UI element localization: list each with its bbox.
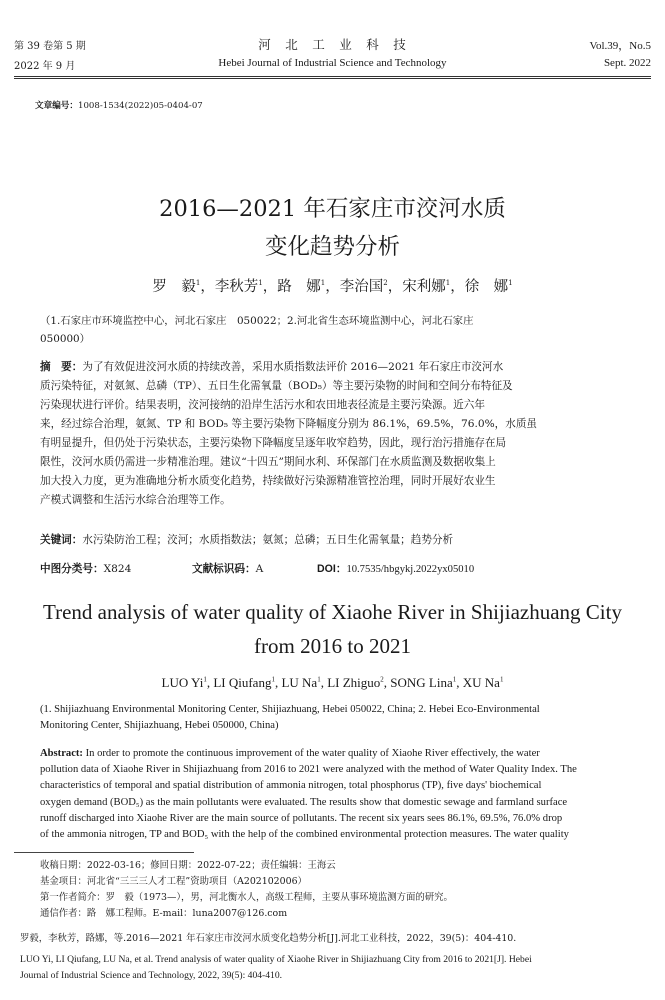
footnote-first-author: 第一作者简介：罗 毅（1973—），男，河北衡水人，高级工程师，主要从事环境监测方面的研究。: [40, 892, 453, 903]
affiliations-cn-line2: 050000）: [40, 333, 91, 345]
doi-label: DOI：: [317, 563, 347, 575]
author-en-affiliation-marker: 1: [203, 675, 207, 684]
author-en-name: LI Qiufang: [213, 675, 272, 690]
clc-value: X824: [103, 563, 132, 575]
document-code: [192, 561, 263, 576]
abstract-cn-line: 限性，洨河水质仍需进一步精准治理。建议“十四五”期间水利、环保部门在水质监测及数据收集上: [40, 456, 496, 468]
authors-cn: 罗 毅$^1$，李秋芳$^1$，路 娜$^1$，李治国$^2$，宋利娜$^1$，徐 娜$^1$: [152, 279, 513, 295]
abstract-en-line: oxygen demand (BOD₅) as the main pollutants were evaluated. The results show that domestic sewage and farmland surface: [40, 796, 568, 808]
clc-number: [40, 561, 131, 576]
author-cn-affiliation-marker: 1: [320, 279, 326, 288]
abstract-cn-line: 为了有效促进洨河水质的持续改善，采用水质指数法评价 2016—2021 年石家庄市洨河水: [82, 361, 504, 373]
affiliations-cn-line1: （1.石家庄市环境监控中心，河北石家庄 050022；2.河北省生态环境监测中心，河北石家庄: [40, 315, 474, 327]
author-en-name: LUO Yi: [161, 675, 204, 690]
author-cn-affiliation-marker: 2: [383, 279, 388, 288]
article-number-label: 文章编号：: [35, 101, 78, 111]
abstract-cn-line: 质污染特征，对氨氮、总磷（TP）、五日生化需氧量（BOD₅）等主要污染物的时间和空间分布特征及: [40, 380, 513, 392]
author-cn-name: 徐 娜: [464, 279, 509, 295]
abstract-en-line: pollution data of Xiaohe River in Shijiazhuang from 2016 to 2021 were analyzed with the method of Water Quality Index. The: [40, 764, 577, 776]
author-cn-name: 路 娜: [277, 279, 321, 295]
author-en-affiliation-marker: 1: [271, 675, 275, 684]
author-cn-affiliation-marker: 1: [445, 279, 451, 288]
header-journal-en: Hebei Journal of Industrial Science and Technology: [218, 57, 447, 69]
affiliations-cn: [40, 312, 474, 348]
author-en-name: LI Zhiguo: [327, 675, 381, 690]
header-date-en: Sept. 2022: [603, 57, 651, 69]
footnote-rule: [14, 852, 194, 853]
abstract-en-line: runoff discharged into Xiaohe River are the main source of pollutants. The recent six years sees 86.1%, 69.5%, 76.0% drop: [40, 812, 563, 824]
author-cn-affiliation-marker: 1: [508, 279, 513, 288]
author-en-name: XU Na: [462, 675, 500, 690]
citation-cn: 罗毅，李秋芳，路娜，等.2016—2021 年石家庄市洨河水质变化趋势分析[J].河北工业科技，2022，39(5)：404-410.: [20, 933, 517, 944]
clc-label: 中图分类号：: [40, 563, 104, 575]
authors-en: LUO Yi$^1$, LI Qiufang$^1$, LU Na$^1$, LI Zhiguo$^2$, SONG Lina$^1$, XU Na$^1$: [161, 675, 504, 690]
title-cn-line1: 2016—2021 年石家庄市洨河水质: [159, 196, 506, 222]
keywords-cn: [40, 532, 453, 547]
header-volume-en: Vol.39，No.5: [589, 40, 651, 52]
citation: [20, 931, 645, 984]
article-number: [35, 99, 203, 111]
title-en-line2: from 2016 to 2021: [254, 634, 411, 658]
document-code-label: 文献标识码：: [192, 563, 256, 575]
abstract-en-line: In order to promote the continuous improvement of the water quality of Xiaohe River effectively, the water: [82, 748, 540, 759]
affiliations-en-line2: Monitoring Center, Shijiazhuang, Hebei 050000, China): [40, 720, 279, 731]
footnote-fund: 基金项目：河北省“三三三人才工程”资助项目（A202102006）: [40, 876, 307, 887]
author-en-name: SONG Lina: [390, 675, 453, 690]
footnote-corresponding: 通信作者：路 娜工程师。E-mail：luna2007@126.com: [40, 908, 288, 919]
citation-en-line2: Journal of Industrial Science and Technology, 2022, 39(5): 404-410.: [20, 970, 283, 981]
header-journal-cn: 河 北 工 业 科 技: [258, 37, 407, 52]
keywords-cn-label: 关键词：: [40, 534, 83, 546]
doi: [317, 561, 474, 576]
author-en-affiliation-marker: 1: [499, 675, 504, 684]
author-en-affiliation-marker: 1: [317, 675, 321, 684]
affiliations-en: [40, 702, 540, 734]
title-cn-line2: 变化趋势分析: [264, 234, 400, 260]
header-date-cn: 2022 年 9 月: [14, 61, 76, 72]
author-cn-name: 李治国: [339, 279, 384, 295]
header-volume-cn: 第 39 卷第 5 期: [14, 41, 86, 52]
abstract-cn-line: 来，经过综合治理，氨氮、TP 和 BOD₅ 等主要污染物下降幅度分别为 86.1%，69.5%，76.0%，水质虽: [40, 418, 538, 430]
header-rule-bottom: [14, 78, 651, 79]
keywords-cn-value: 水污染防治工程；洨河；水质指数法；氨氮；总磷；五日生化需氧量；趋势分析: [82, 534, 454, 546]
affiliations-en-line1: (1. Shijiazhuang Environmental Monitoring Center, Shijiazhuang, Hebei 050022, China; 2. Hebei Eco-Environmental: [40, 704, 540, 715]
document-code-value: A: [255, 563, 264, 575]
author-en-affiliation-marker: 1: [452, 675, 457, 684]
footnote-received: 收稿日期：2022-03-16；修回日期：2022-07-22；责任编辑：王海云: [40, 860, 336, 871]
abstract-en-line: characteristics of temporal and spatial distribution of ammonia nitrogen, total phosphorus (TP), five days' biochemical: [40, 780, 542, 792]
abstract-cn-line: 加大投入力度，更为准确地分析水质变化趋势，持续做好污染源精准管控治理，同时开展好农业生: [40, 475, 496, 487]
doi-value: 10.7535/hbgykj.2022yx05010: [346, 564, 475, 575]
abstract-en-label: Abstract:: [40, 748, 83, 759]
author-cn-affiliation-marker: 1: [195, 279, 201, 288]
citation-en-line1: LUO Yi, LI Qiufang, LU Na, et al. Trend analysis of water quality of Xiaohe River in Shijiazhuang City from 2016 to 2021[J]. Hebei: [20, 954, 532, 965]
header-rule-top: [14, 76, 651, 77]
author-cn-name: 罗 毅: [152, 279, 196, 295]
article-number-value: 1008-1534(2022)05-0404-07: [77, 101, 203, 111]
footnotes: [40, 858, 453, 922]
abstract-cn: [40, 358, 630, 510]
abstract-en-line: of the ammonia nitrogen, TP and BOD₅ with the help of the combined environmental protection measures. The water quality: [40, 829, 569, 841]
abstract-cn-label: 摘 要：: [40, 361, 83, 373]
abstract-cn-line: 有明显提升，但仍处于污染状态，主要污染物下降幅度呈逐年收窄趋势，因此，现行治污措施存在局: [40, 437, 507, 449]
author-en-name: LU Na: [281, 675, 318, 690]
author-cn-name: 李秋芳: [214, 279, 259, 295]
author-cn-name: 宋利娜: [402, 279, 446, 295]
author-en-affiliation-marker: 2: [380, 675, 384, 684]
abstract-cn-line: 产模式调整和生活污水综合治理等工作。: [40, 494, 231, 506]
abstract-en: [40, 746, 630, 843]
title-en-line1: Trend analysis of water quality of Xiaohe River in Shijiazhuang City: [43, 600, 622, 624]
author-cn-affiliation-marker: 1: [258, 279, 263, 288]
abstract-cn-line: 污染现状进行评价。结果表明，洨河接纳的沿岸生活污水和农田地表径流是主要污染源。近六年: [40, 399, 485, 411]
